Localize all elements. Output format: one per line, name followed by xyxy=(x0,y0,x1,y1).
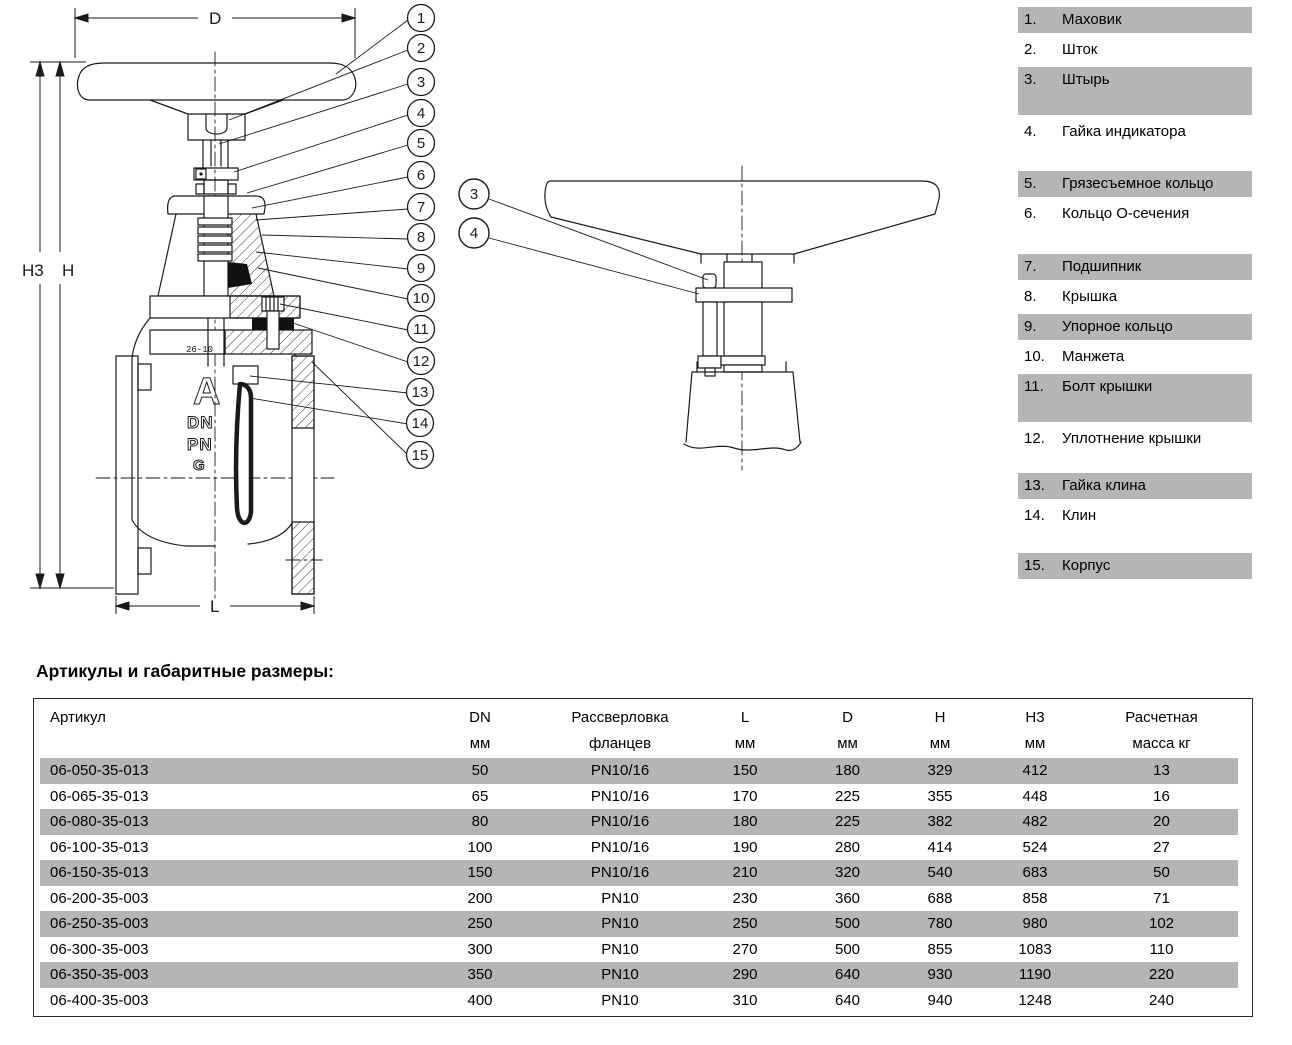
legend-item-label: Кольцо О-сечения xyxy=(1062,205,1190,222)
cell-h3: 412 xyxy=(1022,762,1048,780)
legend-item-number: 2. xyxy=(1024,41,1037,58)
cell-article: 06-250-35-003 xyxy=(50,915,149,933)
callouts-side xyxy=(459,179,708,294)
cell-l: 210 xyxy=(732,864,758,882)
legend-item-number: 5. xyxy=(1024,175,1037,192)
cell-drilling: PN10 xyxy=(601,915,639,933)
legend-item-6 xyxy=(1018,201,1252,227)
cell-drilling: PN10/16 xyxy=(590,787,650,805)
cell-d: 500 xyxy=(834,915,861,933)
cell-article: 06-065-35-013 xyxy=(50,787,149,805)
col-unit-drilling: фланцев xyxy=(588,734,652,752)
legend-item-number: 3. xyxy=(1024,71,1037,88)
legend-item-11 xyxy=(1018,374,1252,422)
legend-item-label: Болт крышки xyxy=(1062,378,1153,395)
cell-h3: 524 xyxy=(1022,838,1048,856)
table-row xyxy=(40,886,1238,912)
legend-item-number: 14. xyxy=(1024,507,1045,524)
dimension-h3-h xyxy=(16,62,114,588)
table-row xyxy=(40,809,1238,835)
cell-dn: 250 xyxy=(467,915,493,933)
handwheel xyxy=(77,63,355,140)
legend-item-label: Упорное кольцо xyxy=(1062,318,1173,335)
casting-code-text: 26-10 xyxy=(186,345,214,355)
cell-article: 06-150-35-013 xyxy=(50,864,149,882)
cell-h3: 1083 xyxy=(1018,940,1052,958)
callout-11-num: 11 xyxy=(413,321,429,338)
indicator-pin xyxy=(199,172,202,175)
legend-item-8 xyxy=(1018,284,1252,310)
legend-item-2 xyxy=(1018,37,1252,63)
parts-legend xyxy=(1018,7,1252,583)
legend-item-number: 7. xyxy=(1024,258,1037,275)
cell-drilling: PN10 xyxy=(601,940,639,958)
col-header-dn: DN xyxy=(469,708,491,726)
legend-item-5 xyxy=(1018,171,1252,197)
callout-3-num: 3 xyxy=(416,74,426,91)
legend-item-number: 4. xyxy=(1024,123,1037,140)
legend-item-number: 8. xyxy=(1024,288,1037,305)
table-row xyxy=(40,784,1238,810)
cover-bolt-shaft xyxy=(267,311,279,349)
legend-item-label: Уплотнение крышки xyxy=(1062,430,1202,447)
cell-mass: 13 xyxy=(1153,762,1170,780)
cell-dn: 65 xyxy=(471,787,489,805)
callout-8-num: 8 xyxy=(416,229,426,246)
cell-l: 190 xyxy=(732,838,758,856)
cell-l: 180 xyxy=(732,813,758,831)
legend-item-label: Грязесъемное кольцо xyxy=(1062,175,1214,192)
bonnet xyxy=(158,196,274,296)
side-bonnet-cone xyxy=(686,372,800,442)
col-unit-d: мм xyxy=(837,734,858,752)
cell-d: 640 xyxy=(834,991,861,1009)
wedge xyxy=(233,366,258,523)
cell-mass: 220 xyxy=(1148,966,1175,984)
cell-h: 780 xyxy=(927,915,953,933)
dim-label-l: L xyxy=(210,597,220,616)
table-row xyxy=(40,988,1238,1014)
cell-d: 280 xyxy=(834,838,861,856)
legend-item-3 xyxy=(1018,67,1252,115)
table-row xyxy=(40,758,1238,784)
indicator-nut-plate xyxy=(696,288,792,302)
cell-d: 320 xyxy=(834,864,861,882)
cell-mass: 102 xyxy=(1148,915,1175,933)
legend-item-13 xyxy=(1018,473,1252,499)
cell-article: 06-300-35-003 xyxy=(50,940,149,958)
cell-h3: 1190 xyxy=(1018,966,1052,984)
legend-item-number: 6. xyxy=(1024,205,1037,222)
legend-item-10 xyxy=(1018,344,1252,370)
callout-6-num: 6 xyxy=(416,167,426,184)
callout-7-num: 7 xyxy=(416,199,426,216)
col-unit-h: мм xyxy=(929,734,951,752)
cell-article: 06-200-35-003 xyxy=(50,889,149,907)
legend-item-label: Манжета xyxy=(1062,348,1125,365)
legend-item-number: 10. xyxy=(1024,348,1045,365)
col-header-h: H xyxy=(934,708,946,726)
col-unit-mass: масса кг xyxy=(1132,734,1191,752)
cell-l: 170 xyxy=(732,787,758,805)
cell-drilling: PN10/16 xyxy=(590,838,650,856)
col-unit-h3: мм xyxy=(1024,734,1046,752)
side-callout-3-num: 3 xyxy=(469,186,479,203)
cover-and-flange xyxy=(150,296,312,354)
cell-mass: 240 xyxy=(1148,991,1175,1009)
table-title: Артикулы и габаритные размеры: xyxy=(36,661,334,681)
legend-item-9 xyxy=(1018,314,1252,340)
callout-9-num: 9 xyxy=(416,260,426,277)
cell-mass: 16 xyxy=(1153,787,1170,805)
cell-mass: 50 xyxy=(1153,864,1170,882)
legend-item-number: 11. xyxy=(1024,378,1044,395)
cell-mass: 71 xyxy=(1153,889,1170,907)
callout-10-num: 10 xyxy=(412,290,430,307)
legend-item-label: Штырь xyxy=(1062,71,1110,88)
valve-technical-drawing xyxy=(0,0,1010,650)
cell-d: 180 xyxy=(834,762,861,780)
cell-d: 640 xyxy=(834,966,861,984)
callout-12-num: 12 xyxy=(412,353,430,370)
callout-2-num: 2 xyxy=(416,40,426,57)
cell-drilling: PN10 xyxy=(601,889,639,907)
cell-h3: 980 xyxy=(1022,915,1048,933)
cell-article: 06-050-35-013 xyxy=(50,762,149,780)
cell-h3: 683 xyxy=(1022,864,1048,882)
side-callout-4-num: 4 xyxy=(469,225,479,242)
indicator-pin-side xyxy=(703,274,716,288)
legend-item-4 xyxy=(1018,119,1252,145)
table-rows xyxy=(34,758,1252,1013)
legend-item-label: Гайка индикатора xyxy=(1062,123,1186,140)
pn-marking: PN xyxy=(187,435,213,454)
dim-label-d: D xyxy=(209,9,222,28)
col-unit-l: мм xyxy=(734,734,756,752)
cell-h: 414 xyxy=(927,838,953,856)
col-header-article: Артикул xyxy=(50,708,106,726)
cell-d: 225 xyxy=(834,813,861,831)
legend-item-label: Корпус xyxy=(1062,557,1111,574)
cell-l: 250 xyxy=(732,915,758,933)
legend-item-label: Клин xyxy=(1062,507,1097,524)
callout-5-num: 5 xyxy=(416,135,426,152)
callout-4-num: 4 xyxy=(416,105,426,122)
callout-1-num: 1 xyxy=(416,10,426,27)
brand-logo-letter: A xyxy=(193,371,222,413)
cell-article: 06-080-35-013 xyxy=(50,813,149,831)
col-header-mass: Расчетная xyxy=(1125,708,1198,726)
cell-dn: 350 xyxy=(467,966,493,984)
callout-14-num: 14 xyxy=(411,415,429,432)
cell-h: 382 xyxy=(927,813,953,831)
cell-drilling: PN10/16 xyxy=(590,813,650,831)
legend-item-label: Шток xyxy=(1062,41,1098,58)
cell-d: 225 xyxy=(834,787,861,805)
cell-l: 270 xyxy=(732,940,758,958)
legend-item-label: Крышка xyxy=(1062,288,1118,305)
cell-h: 540 xyxy=(927,864,953,882)
legend-item-number: 1. xyxy=(1024,11,1037,28)
dimension-d xyxy=(75,8,355,58)
cell-article: 06-400-35-003 xyxy=(50,991,149,1009)
legend-item-number: 15. xyxy=(1024,557,1045,574)
table-header-units xyxy=(40,729,1238,757)
legend-item-label: Подшипник xyxy=(1062,258,1142,275)
table-row xyxy=(40,911,1238,937)
cell-h: 688 xyxy=(927,889,953,907)
stem xyxy=(194,140,238,194)
legend-item-number: 13. xyxy=(1024,477,1045,494)
cell-mass: 27 xyxy=(1153,838,1170,856)
cell-h: 355 xyxy=(927,787,953,805)
cell-mass: 20 xyxy=(1153,813,1170,831)
cell-drilling: PN10 xyxy=(601,991,639,1009)
legend-item-15 xyxy=(1018,553,1252,579)
cell-h3: 858 xyxy=(1022,889,1048,907)
col-header-d: D xyxy=(842,708,853,726)
col-unit-dn: мм xyxy=(469,734,491,752)
cell-dn: 400 xyxy=(467,991,493,1009)
dim-label-h: H xyxy=(62,261,75,280)
cell-drilling: PN10/16 xyxy=(590,762,650,780)
legend-item-label: Гайка клина xyxy=(1062,477,1146,494)
g-marking: G xyxy=(193,457,206,474)
legend-item-14 xyxy=(1018,503,1252,529)
cell-article: 06-100-35-013 xyxy=(50,838,149,856)
cell-d: 360 xyxy=(834,889,861,907)
cell-h3: 482 xyxy=(1022,813,1048,831)
cell-h: 855 xyxy=(927,940,953,958)
handwheel-side-view xyxy=(545,166,940,470)
cell-h: 329 xyxy=(927,762,953,780)
cell-h3: 1248 xyxy=(1018,991,1052,1009)
table-row xyxy=(40,962,1238,988)
legend-item-label: Маховик xyxy=(1062,11,1122,28)
valve-body xyxy=(116,318,322,594)
cell-h: 930 xyxy=(927,966,953,984)
cell-h3: 448 xyxy=(1022,787,1048,805)
cell-dn: 80 xyxy=(471,813,489,831)
cell-l: 290 xyxy=(732,966,758,984)
cell-h: 940 xyxy=(927,991,953,1009)
legend-item-12 xyxy=(1018,426,1252,452)
table-row xyxy=(40,835,1238,861)
col-header-h3: H3 xyxy=(1025,708,1045,726)
dimension-l xyxy=(116,596,314,616)
cell-mass: 110 xyxy=(1149,940,1174,958)
legend-item-7 xyxy=(1018,254,1252,280)
table-header-labels xyxy=(40,699,1238,729)
cell-l: 150 xyxy=(732,762,758,780)
cell-dn: 100 xyxy=(467,838,493,856)
col-header-drilling: Рассверловка xyxy=(571,708,669,726)
break-line xyxy=(684,442,801,451)
dimensions-table xyxy=(33,698,1253,1017)
cell-d: 500 xyxy=(834,940,861,958)
legend-item-1 xyxy=(1018,7,1252,33)
cell-dn: 150 xyxy=(467,864,493,882)
callout-15-num: 15 xyxy=(411,447,429,464)
valve-front-section-view xyxy=(77,52,355,600)
cell-dn: 300 xyxy=(467,940,493,958)
cell-dn: 50 xyxy=(471,762,489,780)
cell-drilling: PN10/16 xyxy=(590,864,650,882)
table-row xyxy=(40,860,1238,886)
cell-article: 06-350-35-003 xyxy=(50,966,149,984)
cell-dn: 200 xyxy=(467,889,493,907)
col-header-l: L xyxy=(740,708,750,726)
table-row xyxy=(40,937,1238,963)
legend-item-number: 9. xyxy=(1024,318,1037,335)
cell-l: 230 xyxy=(732,889,758,907)
cell-drilling: PN10 xyxy=(601,966,639,984)
legend-item-number: 12. xyxy=(1024,430,1045,447)
cell-l: 310 xyxy=(732,991,758,1009)
dn-marking: DN xyxy=(187,413,214,432)
dim-label-h3: H3 xyxy=(22,261,44,280)
callout-13-num: 13 xyxy=(411,384,429,401)
